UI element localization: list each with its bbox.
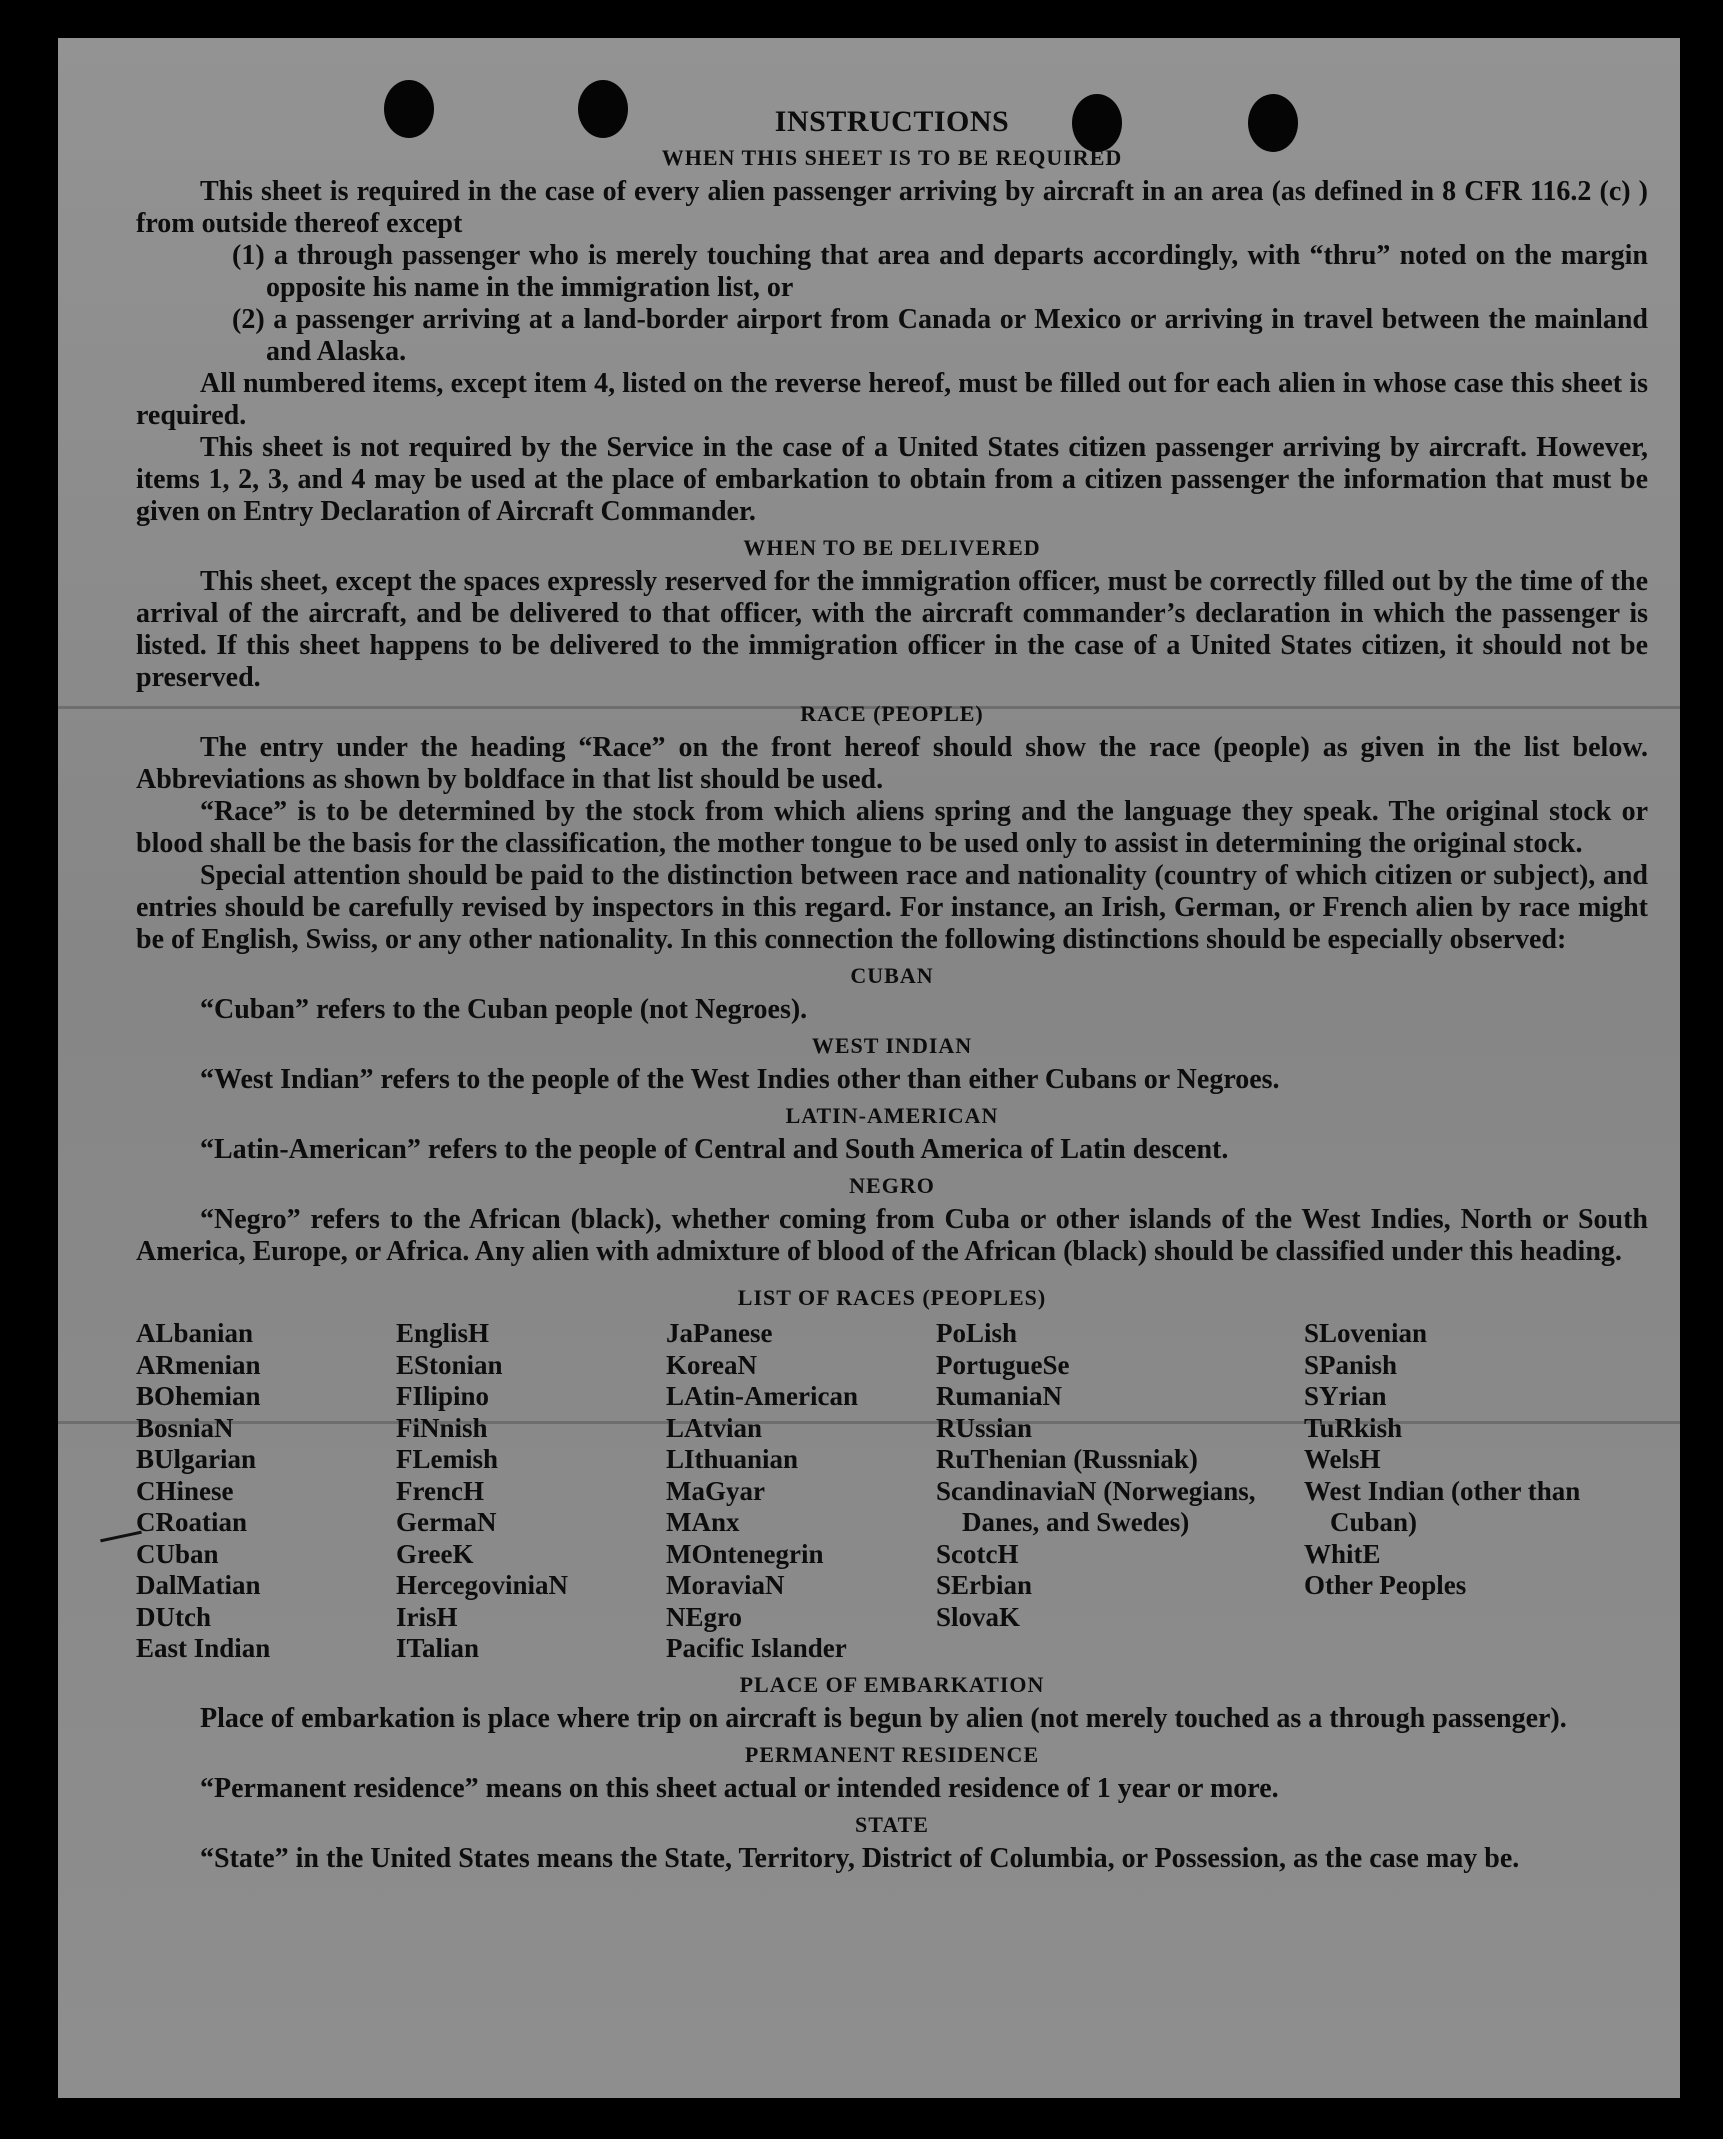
heading-latin-american: LATIN-AMERICAN — [785, 1103, 999, 1128]
heading-west-indian: WEST INDIAN — [811, 1033, 973, 1058]
races-column-4 — [936, 1318, 1304, 1665]
embarkation-text: Place of embarkation is place where trip on aircraft is begun by alien (not merely touched as a through passenger). — [200, 1702, 1567, 1734]
race-entry: ScandinaviaN (Norwegians, Danes, and Swedes) — [936, 1475, 1256, 1537]
race-entry: MoraviaN — [666, 1570, 785, 1600]
race-entry: ALbanian — [136, 1318, 254, 1348]
race-entry: SPanish — [1304, 1349, 1398, 1380]
delivered-paragraph: This sheet, except the spaces expressly reserved for the immigration officer, must be correctly filled out by the time of the arrival of the aircraft, and be delivered to that officer, with the aircraft commander’s declaration in which the passenger is listed. If this sheet happens to be delivered to the immigration officer in the case of a United States citizen, it should not be preserved. — [136, 566, 1648, 693]
race-paragraph-2: “Race” is to be determined by the stock from which aliens spring and the language they speak. The original stock or blood shall be the basis for the classification, the mother tongue to be used only to assist in determining the original stock. — [136, 796, 1648, 859]
race-entry: FiNnish — [396, 1412, 488, 1443]
west-indian-text: “West Indian” refers to the people of the West Indies other than either Cubans or Negroes. — [200, 1064, 1280, 1095]
race-paragraph-1: The entry under the heading “Race” on the front hereof should show the race (people) as given in the list below. Abbreviations as shown by boldface in that list should be used. — [136, 732, 1648, 795]
race-entry: DUtch — [136, 1601, 211, 1632]
race-entry: IrisH — [396, 1601, 458, 1632]
race-entry: CUban — [136, 1538, 219, 1569]
race-entry: PoLish — [936, 1318, 1018, 1348]
race-entry: SlovaK — [936, 1601, 1021, 1632]
race-entry: SYrian — [1304, 1381, 1387, 1411]
negro-text: “Negro” refers to the African (black), whether coming from Cuba or other islands of the West Indies, North or South America, Europe, or Africa. Any alien with admixture of blood of the African (black) should be classified under this heading. — [136, 1204, 1648, 1267]
race-entry: CRoatian — [136, 1507, 248, 1537]
state-text: “State” in the United States means the State, Territory, District of Columbia, or Possession, as the case may be. — [200, 1842, 1520, 1874]
race-entry: DalMatian — [136, 1570, 261, 1600]
race-entry: EnglisH — [396, 1318, 490, 1348]
race-entry: PortugueSe — [936, 1349, 1070, 1380]
instructions-title: INSTRUCTIONS — [774, 105, 1010, 138]
race-entry: BUlgarian — [136, 1444, 257, 1474]
race-entry: NEgro — [666, 1601, 743, 1632]
race-entry: FLemish — [396, 1444, 499, 1474]
race-entry: SLovenian — [1304, 1318, 1428, 1348]
race-entry: MAnx — [666, 1507, 740, 1537]
required-paragraph-1: This sheet is required in the case of every alien passenger arriving by aircraft in an area (as defined in 8 CFR 116.2 (c) ) from outside thereof except — [136, 176, 1648, 239]
race-entry: BOhemian — [136, 1381, 261, 1411]
heading-embarkation: PLACE OF EMBARKATION — [739, 1671, 1045, 1697]
heading-negro: NEGRO — [849, 1173, 935, 1198]
heading-race: RACE (PEOPLE) — [800, 701, 984, 726]
heading-state: STATE — [855, 1811, 929, 1837]
race-entry: CHinese — [136, 1475, 234, 1506]
races-column-2 — [396, 1318, 666, 1665]
heading-list-of-races: LIST OF RACES (PEOPLES) — [737, 1285, 1047, 1310]
race-entry: JaPanese — [666, 1318, 773, 1348]
residence-text: “Permanent residence” means on this sheet actual or intended residence of 1 year or more. — [200, 1772, 1279, 1804]
required-paragraph-2: All numbered items, except item 4, listed on the reverse hereof, must be filled out for each alien in whose case this sheet is required. — [136, 368, 1648, 431]
race-entry: KoreaN — [666, 1349, 757, 1380]
race-paragraph-3: Special attention should be paid to the distinction between race and nationality (country of which citizen or subject), and entries should be carefully revised by inspectors in this regard. For instance, an Irish, German, or French alien by race might be of English, Swiss, or any other nationality. In this connection the following distinctions should be especially observed: — [136, 860, 1648, 955]
race-entry: Pacific Islander — [666, 1633, 847, 1663]
race-entry: WhitE — [1304, 1538, 1381, 1569]
race-entry: RUssian — [936, 1412, 1033, 1443]
race-entry: ITalian — [396, 1633, 480, 1663]
races-column-3 — [666, 1318, 936, 1665]
race-entry: MOntenegrin — [666, 1538, 824, 1569]
races-column-1 — [136, 1318, 396, 1665]
race-entry: FrencH — [396, 1475, 484, 1506]
race-entry: ARmenian — [136, 1349, 261, 1380]
race-entry: EStonian — [396, 1349, 503, 1380]
race-entry: WelsH — [1304, 1444, 1381, 1474]
required-exception-2: (2) a passenger arriving at a land-border airport from Canada or Mexico or arriving in travel between the mainland and Alaska. — [232, 304, 1648, 367]
race-entry: GermaN — [396, 1507, 497, 1537]
race-entry: TuRkish — [1304, 1412, 1403, 1443]
heading-permanent-residence: PERMANENT RESIDENCE — [744, 1741, 1040, 1767]
race-entry: GreeK — [396, 1538, 474, 1569]
race-entry: BosniaN — [136, 1412, 234, 1443]
race-entry: HercegoviniaN — [396, 1570, 568, 1600]
required-exception-1: (1) a through passenger who is merely touching that area and departs accordingly, with “thru” noted on the margin opposite his name in the immigration list, or — [232, 240, 1648, 303]
race-entry: LAtvian — [666, 1412, 763, 1443]
race-entry: ScotcH — [936, 1538, 1019, 1569]
race-entry: RuThenian (Russniak) — [936, 1444, 1198, 1474]
document-sheet — [58, 38, 1680, 2098]
race-entry: MaGyar — [666, 1475, 765, 1506]
race-entry: LAtin-American — [666, 1381, 858, 1411]
race-entry: SErbian — [936, 1570, 1033, 1600]
race-entry: West Indian (other than Cuban) — [1304, 1475, 1581, 1537]
heading-when-required: WHEN THIS SHEET IS TO BE REQUIRED — [661, 145, 1123, 170]
race-entry: FIlipino — [396, 1381, 490, 1411]
instructions-content — [136, 106, 1648, 1875]
heading-when-delivered: WHEN TO BE DELIVERED — [743, 535, 1041, 560]
race-entry: Other Peoples — [1304, 1570, 1467, 1600]
race-entry: LIthuanian — [666, 1444, 799, 1474]
race-entry: East Indian — [136, 1633, 271, 1663]
races-column-5 — [1304, 1318, 1604, 1665]
cuban-text: “Cuban” refers to the Cuban people (not Negroes). — [200, 994, 808, 1025]
heading-cuban: CUBAN — [850, 963, 934, 988]
latin-american-text: “Latin-American” refers to the people of Central and South America of Latin descent. — [200, 1134, 1229, 1165]
races-list — [136, 1318, 1648, 1665]
required-paragraph-3: This sheet is not required by the Service in the case of a United States citizen passenger arriving by aircraft. However, items 1, 2, 3, and 4 may be used at the place of embarkation to obtain from a citizen passenger the information that must be given on Entry Declaration of Aircraft Commander. — [136, 432, 1648, 527]
race-entry: RumaniaN — [936, 1381, 1063, 1411]
